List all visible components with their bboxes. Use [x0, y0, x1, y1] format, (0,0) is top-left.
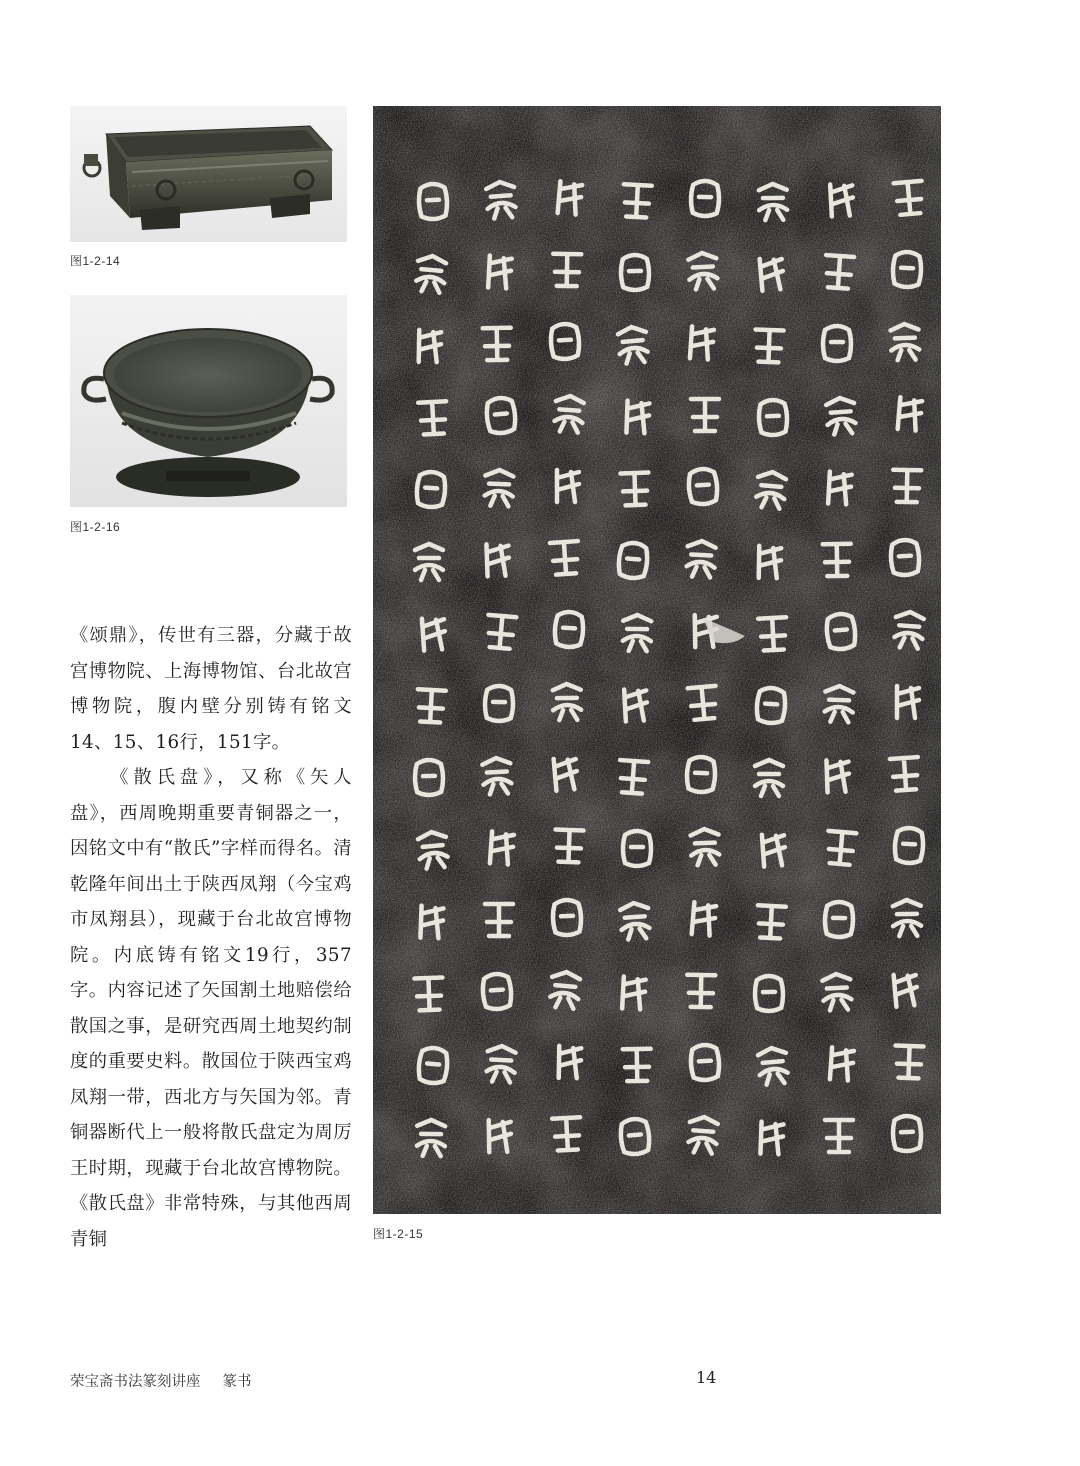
inscription-rubbing-image — [373, 106, 941, 1214]
figure-caption: 图1-2-15 — [373, 1227, 424, 1241]
book-title: 荣宝斋书法篆刻讲座 — [70, 1374, 201, 1390]
rubbing-texture — [373, 106, 941, 1214]
rectangular-basin-illustration — [70, 106, 347, 242]
bronze-rectangular-basin-photo — [70, 106, 347, 242]
figure-caption: 图1-2-16 — [70, 520, 121, 534]
page-number: 14 — [696, 1368, 717, 1387]
section-title: 篆书 — [222, 1374, 252, 1390]
bronze-round-basin-photo — [70, 295, 347, 507]
paragraph-san-shi-pan: 《散氏盘》，又称《矢人盘》，西周晚期重要青铜器之一，因铭文中有“散氏”字样而得名。清乾隆年间出土于陕西凤翔（今宝鸡市凤翔县），现藏于台北故宫博物院。内底铸有铭文19行，357字。内容记述了矢国割土地赔偿给散国之事，是研究西周土地契约制度的重要史料。散国位于陕西宝鸡凤翔一带，西北方与矢国为邻。青铜器断代上一般将散氏盘定为周厉王时期，现藏于台北故宫博物院。《散氏盘》非常特殊，与其他西周青铜 — [70, 767, 352, 1250]
round-basin-illustration — [70, 295, 347, 507]
figure-caption: 图1-2-14 — [70, 254, 121, 268]
body-text — [70, 618, 352, 1257]
running-footer — [70, 1370, 252, 1391]
paragraph-song-ding: 《颂鼎》，传世有三器，分藏于故宫博物院、上海博物馆、台北故宫博物院，腹内壁分别铸有铭文14、15、16行，151字。 — [70, 625, 352, 753]
